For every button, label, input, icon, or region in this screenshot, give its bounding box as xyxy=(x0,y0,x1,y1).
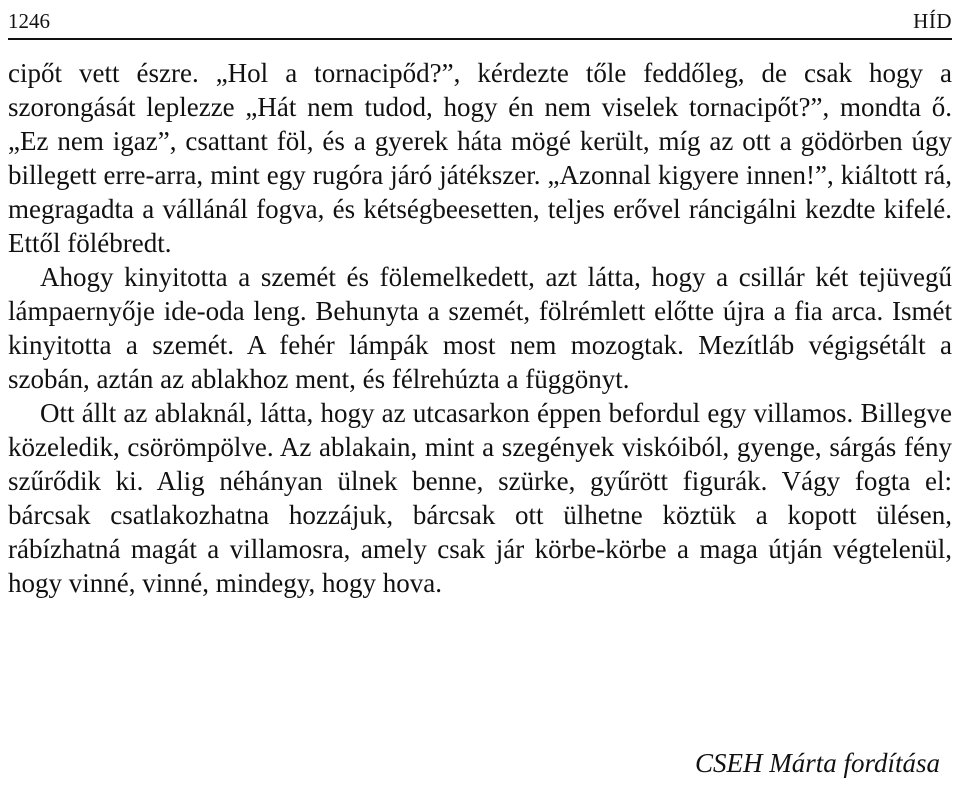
body-text xyxy=(8,56,952,600)
header-rule xyxy=(8,38,952,40)
translator-credit: CSEH Márta fordítása xyxy=(694,748,940,778)
page-number: 1246 xyxy=(8,9,50,33)
running-head xyxy=(8,6,952,36)
book-page xyxy=(8,0,952,786)
journal-name: HÍD xyxy=(913,9,952,33)
paragraph-awakening: Ahogy kinyitotta a szemét és fölemelkedett, azt látta, hogy a csillár két tejüvegű lámpaernyője ide-oda leng. Behunyta a szemét, fölrémlett előtte újra a fia arca. Ismét kinyitotta a szemét. A fehér lámpák most nem mozogtak. Mezítláb végigsétált a szobán, aztán az ablakhoz ment, és félrehúzta a függönyt. xyxy=(8,262,952,394)
paragraph-tram: Ott állt az ablaknál, látta, hogy az utcasarkon éppen befordul egy villamos. Billegve közeledik, csörömpölve. Az ablakain, mint a szegények viskóiból, gyenge, sárgás fény szűrődik ki. Alig néhányan ülnek benne, szürke, gyűrött figurák. Vágy fogta el: bárcsak csatlakozhatna hozzájuk, bárcsak ott ülhetne köztük a kopott ülésen, rábízhatná magát a villamosra, amely csak jár körbe-körbe a maga útján végtelenül, hogy vinné, vinné, mindegy, hogy hova. xyxy=(8,398,952,598)
paragraph-continuation: cipőt vett észre. „Hol a tornacipőd?”, kérdezte tőle feddőleg, de csak hogy a szorongását leplezze „Hát nem tudod, hogy én nem viselek tornacipőt?”, mondta ő. „Ez nem igaz”, csattant föl, és a gyerek háta mögé került, míg az ott a gödörben úgy billegett erre-arra, mint egy rugóra járó játékszer. „Azonnal kigyere innen!”, kiáltott rá, megragadta a vállánál fogva, és kétségbeesetten, teljes erővel ráncigálni kezdte kifelé. Ettől fölébredt. xyxy=(8,58,952,258)
